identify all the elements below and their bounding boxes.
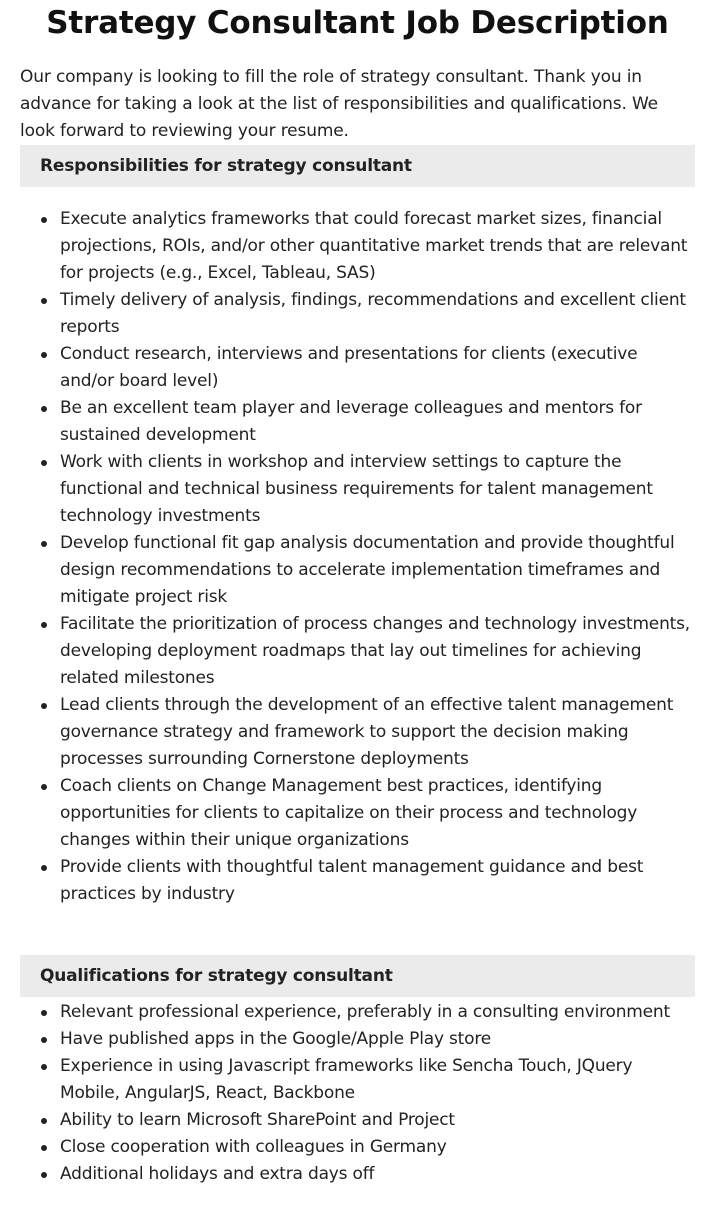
list-item xyxy=(20,395,695,449)
bullet-dot-icon xyxy=(41,1064,47,1070)
bullet-dot-icon xyxy=(41,217,47,223)
list-item xyxy=(20,206,695,287)
list-item-text: Execute analytics frameworks that could forecast market sizes, financial projections, ROIs, and/or other quantitative market trends that are relevant for projects (e.g., Excel, Tableau, SAS) xyxy=(60,209,688,283)
list-item xyxy=(20,1107,695,1134)
list-item-text: Timely delivery of analysis, findings, recommendations and excellent client reports xyxy=(60,290,686,337)
bullet-dot-icon xyxy=(41,703,47,709)
bullet-dot-icon xyxy=(41,460,47,466)
list-item xyxy=(20,611,695,692)
list-item xyxy=(20,1053,695,1107)
bullet-dot-icon xyxy=(41,1037,47,1043)
list-item-text: Conduct research, interviews and presentations for clients (executive and/or board level) xyxy=(60,344,638,391)
qualifications-list xyxy=(20,999,695,1188)
list-item-text: Be an excellent team player and leverage colleagues and mentors for sustained development xyxy=(60,398,642,445)
list-item xyxy=(20,1161,695,1188)
page-title: Strategy Consultant Job Description xyxy=(46,5,669,41)
list-item-text: Have published apps in the Google/Apple Play store xyxy=(60,1029,492,1049)
bullet-dot-icon xyxy=(41,622,47,628)
bullet-dot-icon xyxy=(41,298,47,304)
bullet-dot-icon xyxy=(41,541,47,547)
list-item xyxy=(20,287,695,341)
list-item xyxy=(20,341,695,395)
list-item-text: Develop functional fit gap analysis documentation and provide thoughtful design recommendations to accelerate implementation timeframes and mitigate project risk xyxy=(60,533,675,607)
list-item-text: Lead clients through the development of an effective talent management governance strategy and framework to support the decision making processes surrounding Cornerstone deployments xyxy=(60,695,674,769)
responsibilities-heading: Responsibilities for strategy consultant xyxy=(20,145,695,187)
list-item-text: Facilitate the prioritization of process changes and technology investments, developing deployment roadmaps that lay out timelines for achieving related milestones xyxy=(60,614,690,688)
list-item-text: Work with clients in workshop and interview settings to capture the functional and technical business requirements for talent management technology investments xyxy=(60,452,653,526)
list-item-text: Coach clients on Change Management best practices, identifying opportunities for clients to capitalize on their process and technology changes within their unique organizations xyxy=(60,776,638,850)
bullet-dot-icon xyxy=(41,406,47,412)
list-item xyxy=(20,530,695,611)
list-item-text: Experience in using Javascript frameworks like Sencha Touch, JQuery Mobile, AngularJS, React, Backbone xyxy=(60,1056,633,1103)
list-item xyxy=(20,692,695,773)
list-item-text: Additional holidays and extra days off xyxy=(60,1164,375,1184)
list-item xyxy=(20,449,695,530)
list-item xyxy=(20,999,695,1026)
bullet-dot-icon xyxy=(41,1118,47,1124)
bullet-dot-icon xyxy=(41,784,47,790)
list-item xyxy=(20,854,695,908)
bullet-dot-icon xyxy=(41,1010,47,1016)
bullet-dot-icon xyxy=(41,865,47,871)
list-item-text: Close cooperation with colleagues in Germany xyxy=(60,1137,447,1157)
bullet-dot-icon xyxy=(41,1172,47,1178)
list-item-text: Provide clients with thoughtful talent management guidance and best practices by industry xyxy=(60,857,644,904)
bullet-dot-icon xyxy=(41,352,47,358)
list-item xyxy=(20,1134,695,1161)
list-item xyxy=(20,1026,695,1053)
list-item-text: Relevant professional experience, preferably in a consulting environment xyxy=(60,1002,670,1022)
list-item-text: Ability to learn Microsoft SharePoint and Project xyxy=(60,1110,455,1130)
responsibilities-list xyxy=(20,206,695,908)
list-item xyxy=(20,773,695,854)
qualifications-heading: Qualifications for strategy consultant xyxy=(20,955,695,997)
bullet-dot-icon xyxy=(41,1145,47,1151)
intro-paragraph: Our company is looking to fill the role of strategy consultant. Thank you in advance for taking a look at the list of responsibilities and qualifications. We look forward to reviewing your resume. xyxy=(20,67,658,141)
qualifications-section xyxy=(20,999,695,1188)
